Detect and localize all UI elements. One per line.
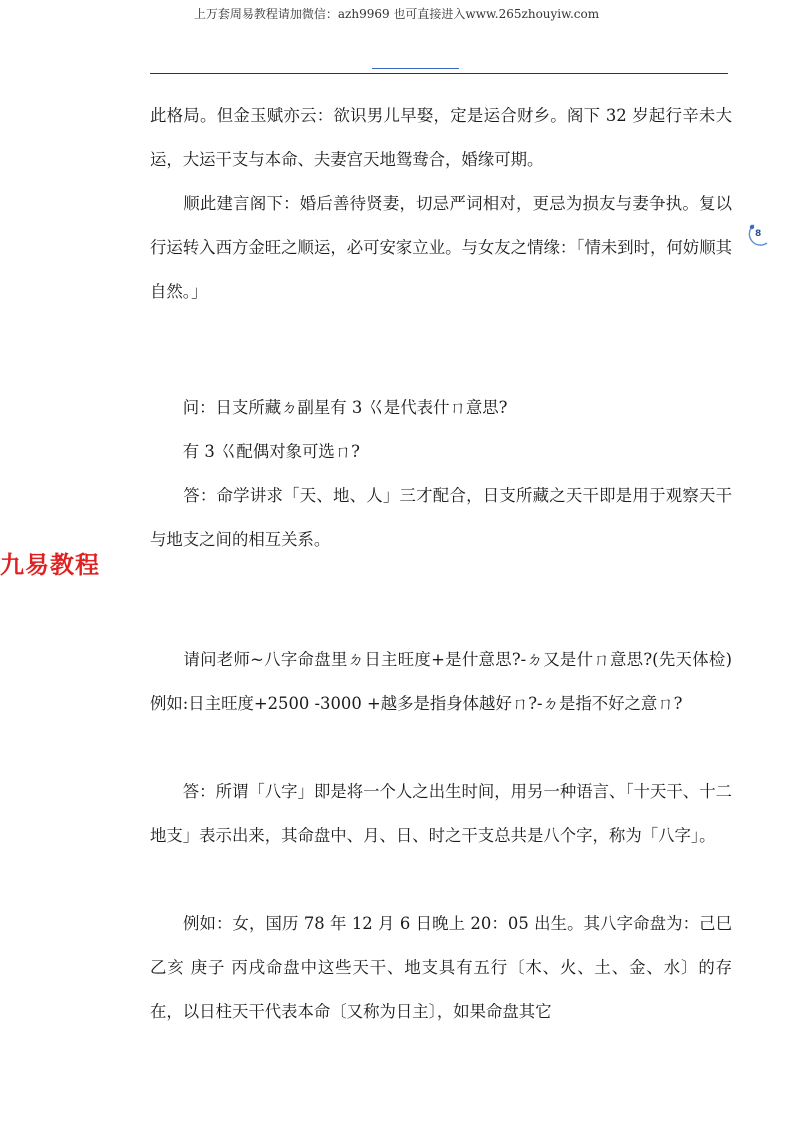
paragraph-5: 答：命学讲求「天、地、人」三才配合，日支所藏之天干即是用于观察天干与地支之间的相互关系。 [150,486,732,549]
paragraph-3: 问：日支所藏ㄉ副星有 3 巜是代表什ㄇ意思? [150,398,508,417]
paragraph-4: 有 3 巜配偶对象可选ㄇ? [150,442,360,461]
paragraph-2: 顺此建言阁下：婚后善待贤妻，切忌严词相对，更忌为损友与妻争执。复以行运转入西方金旺之顺运，必可安家立业。与女友之情缘：「情未到时，何妨顺其自然。」 [150,194,732,301]
paragraph-8: 例如：女，国历 78 年 12 月 6 日晚上 20：05 出生。其八字命盘为：己巳 乙亥 庚子 丙戌命盘中这些天干、地支具有五行〔木、火、土、金、水〕的存在，以日柱天干代表本命〔又称为日主〕，如果命盘其它 [150,914,732,1021]
paragraph-6: 请问老师~八字命盘里ㄉ日主旺度+是什意思?-ㄉ又是什ㄇ意思?(先天体检)例如:日主旺度+2500 -3000 +越多是指身体越好ㄇ?-ㄉ是指不好之意ㄇ? [150,650,732,713]
paragraph-7: 答：所谓「八字」即是将一个人之出生时间，用另一种语言、「十天干、十二地支」表示出来，其命盘中、月、日、时之干支总共是八个字，称为「八字」。 [150,782,732,845]
header-accent-rule [372,68,459,69]
page-number-badge [746,222,768,248]
page-header: 上万套周易教程请加微信：azh9969 也可直接进入www.265zhouyiw.com [193,7,600,21]
watermark-text: 九易教程 [0,551,100,579]
paragraph-1: 此格局。但金玉赋亦云：欲识男儿早娶，定是运合财乡。阁下 32 岁起行辛未大运，大运干支与本命、夫妻宫天地鸳鸯合，婚缘可期。 [150,106,732,169]
page-number: 8 [755,229,762,239]
header-rule [150,73,728,74]
